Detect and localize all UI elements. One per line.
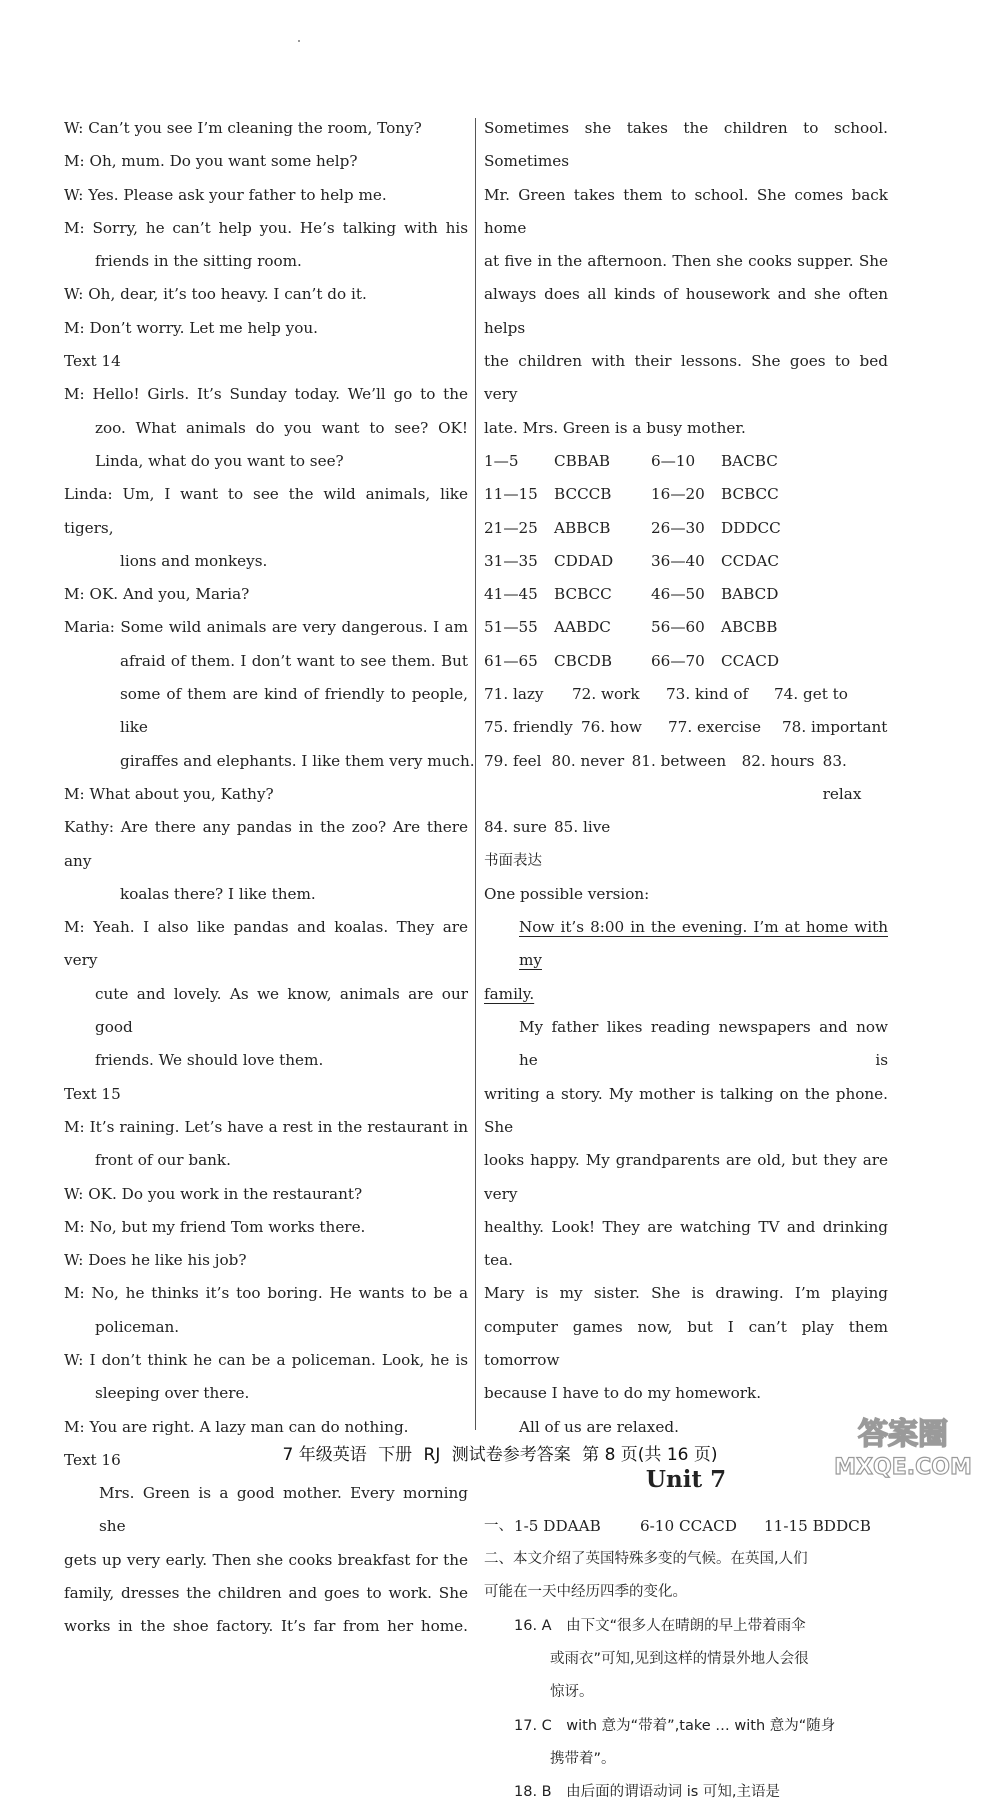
answer-cell [484,545,651,578]
question-range: 56—60 [651,618,705,637]
dialogue-line: lions and monkeys. [120,551,268,570]
fill-answer: 82. hours [741,751,815,770]
answer-letters: CCACD [721,651,780,670]
text16-line: Sometimes she takes the children to school. Sometimes [484,119,888,171]
dialogue-line: M: Hello! Girls. It’s Sunday today. We’ll go to the [64,385,468,404]
essay-opening-line: Now it’s 8:00 in the evening. I’m at home with my [519,918,888,970]
answer-row [484,512,888,545]
dialogue-line: M: It’s raining. Let’s have a rest in the restaurant in [64,1117,468,1136]
answer-letters: BACBC [721,451,778,470]
section2-intro: 二、本文介绍了英国特殊多变的气候。在英国,人们 [484,1551,808,1568]
watermark-text-bottom: MXQE.COM [834,1455,972,1480]
fill-in-answers [484,678,888,844]
dialogue-line: Maria: Some wild animals are very dangerous. I am [64,618,468,637]
essay-line: looks happy. My grandparents are old, but they are very [484,1151,888,1203]
right-column [484,112,888,1810]
fill-row [484,711,888,744]
answer-row [484,645,888,678]
watermark-logo [818,1408,988,1480]
essay-line: because I have to do my homework. [484,1384,762,1403]
answer-row [484,478,888,511]
essay-opening-word: family. [484,984,535,1003]
dialogue-line: some of them are kind of friendly to people, like [120,685,468,737]
dialogue-line: M: Sorry, he can’t help you. He’s talking with his [64,218,468,237]
question-range: 11—15 [484,485,538,504]
answer-letters: CDDAD [554,551,614,570]
answer-cell [484,478,651,511]
watermark-text-top: 答案圈 [858,1417,948,1452]
section1-group2: 6-10 CCACD [640,1516,737,1535]
answer-letters: ABCBB [721,618,778,637]
dialogue-line: M: Yeah. I also like pandas and koalas. They are very [64,918,468,970]
answer-row [484,611,888,644]
dialogue-line: Text 15 [64,1084,121,1103]
q16-explanation-2: 或雨衣”可知,见到这样的情景外地人会很 [550,1651,809,1668]
answer-letters: BCBCC [554,585,612,604]
dialogue-line: sleeping over there. [95,1384,250,1403]
dialogue-line: zoo. What animals do you want to see? OK! [95,418,468,437]
dialogue-line: Text 14 [64,352,121,371]
dialogue-line: afraid of them. I don’t want to see them. But [120,651,468,670]
fill-answer: 73. kind of [666,685,749,704]
answer-cell [651,611,818,644]
question-range: 36—40 [651,551,705,570]
dialogue-line: W: Oh, dear, it’s too heavy. I can’t do it. [64,285,367,304]
dialogue-line: policeman. [95,1317,180,1336]
footer-title: 测试卷参考答案 [451,1445,571,1465]
question-range: 16—20 [651,485,705,504]
answer-letters: BABCD [721,585,779,604]
essay-body [484,1011,888,1444]
essay-line: healthy. Look! They are watching TV and drinking tea. [484,1217,888,1270]
answer-row [484,545,888,578]
answer-letters: CCDAC [721,551,780,570]
fill-answer: 75. friendly [484,718,573,737]
dialogue-line: Mrs. Green is a good mother. Every morning she [99,1484,468,1536]
dialogue-line: Linda, what do you want to see? [95,451,344,470]
fill-answer: 79. feel [484,751,542,770]
column-divider [475,118,476,1430]
fill-answer: 74. get to [774,685,848,704]
q18-explanation: 18. B 由后面的谓语动词 is 可知,主语是 [514,1784,781,1801]
footer-page-number: 第 8 页(共 16 页) [582,1445,718,1465]
answer-grid [484,445,888,678]
dialogue-line: M: Oh, mum. Do you want some help? [64,152,358,171]
fill-answer: 83. relax [822,751,862,803]
section1-label: 一、 [484,1517,513,1534]
fill-answer: 78. important [782,718,888,737]
answer-cell [651,512,818,545]
section1-group1: 1-5 DDAAB [514,1516,601,1535]
dialogue-line: M: No, but my friend Tom works there. [64,1217,366,1236]
dialogue-line: front of our bank. [95,1151,231,1170]
question-range: 1—5 [484,451,519,470]
dialogue-line: M: OK. And you, Maria? [64,585,250,604]
dialogue-line: M: Don’t worry. Let me help you. [64,318,318,337]
text16-line: always does all kinds of housework and she often helps [484,285,888,337]
answer-cell [484,445,651,478]
fill-row [484,678,888,711]
q17-explanation-2: 携带着”。 [550,1750,616,1767]
left-column [64,112,475,1644]
text16-continued [484,112,888,445]
question-range: 46—50 [651,585,705,604]
answer-letters: CBBAB [554,451,611,470]
q17-explanation: 17. C with 意为“带着”,take … with 意为“随身 [514,1717,836,1734]
fill-answer: 72. work [572,685,640,704]
answer-letters: BCBCC [721,485,779,504]
answer-row [484,445,888,478]
footer-volume: 下册 [378,1445,413,1465]
answer-row [484,578,888,611]
answer-cell [651,445,818,478]
u7-section1 [484,1510,888,1543]
question-range: 21—25 [484,518,538,537]
question-range: 61—65 [484,651,538,670]
q16-explanation-3: 惊讶。 [550,1684,594,1701]
answer-cell [651,645,818,678]
question-range: 26—30 [651,518,705,537]
answer-letters: BCCCB [554,485,612,504]
question-range: 51—55 [484,618,538,637]
essay-line: My father likes reading newspapers and now he is [519,1018,888,1070]
question-range: 31—35 [484,551,538,570]
dialogue-line: W: Yes. Please ask your father to help me. [64,185,387,204]
fill-row [484,811,888,844]
answer-cell [651,478,818,511]
answer-cell [651,578,818,611]
answer-cell [484,645,651,678]
fill-answer: 76. how [581,718,642,737]
dialogue-line: M: You are right. A lazy man can do nothing. [64,1417,409,1436]
fill-answer: 81. between [631,751,727,770]
fill-answer: 85. live [554,818,611,837]
essay-line: All of us are relaxed. [519,1417,679,1436]
fill-answer: 84. sure [484,818,547,837]
answer-letters: AABDC [554,618,611,637]
text16-line: late. Mrs. Green is a busy mother. [484,418,746,437]
answer-cell [651,545,818,578]
dialogue-line: family, dresses the children and goes to work. She [64,1584,468,1603]
q16-explanation: 16. A 由下文“很多人在晴朗的早上带着雨伞 [514,1617,806,1634]
essay-line: computer games now, but I can’t play them tomorrow [484,1317,888,1369]
dialogue-line: friends. We should love them. [95,1051,324,1070]
scan-speck [298,40,300,42]
dialogue-line: W: OK. Do you work in the restaurant? [64,1184,363,1203]
fill-answer: 80. never [551,751,625,770]
essay-line: writing a story. My mother is talking on the phone. She [484,1084,888,1136]
dialogue-line: gets up very early. Then she cooks breakfast for the [64,1550,468,1569]
footer-grade: 7 年级英语 [282,1445,367,1465]
question-range: 6—10 [651,451,696,470]
answer-letters: CBCDB [554,651,613,670]
answer-cell [484,578,651,611]
dialogue-line: M: What about you, Kathy? [64,784,274,803]
fill-answer: 77. exercise [668,718,761,737]
dialogue-line: works in the shoe factory. It’s far from her home. [64,1617,468,1636]
text16-line: Mr. Green takes them to school. She comes back home [484,185,888,237]
dialogue-line: W: I don’t think he can be a policeman. Look, he is [64,1350,468,1369]
text16-line: the children with their lessons. She goes to bed very [484,352,888,404]
writing-heading: 书面表达 [484,852,542,869]
section2-intro-2: 可能在一天中经历四季的变化。 [484,1584,687,1601]
dialogue-line: Linda: Um, I want to see the wild animals, like tigers, [64,485,468,537]
fill-row [484,745,888,812]
section1-group3: 11-15 BDDCB [764,1516,871,1535]
dialogue-line: friends in the sitting room. [95,252,302,271]
answer-cell [484,611,651,644]
unit-title: Unit 7 [645,1465,727,1493]
dialogue-line: Text 16 [64,1450,121,1469]
text16-line: at five in the afternoon. Then she cooks supper. She [484,252,888,271]
version-label: One possible version: [484,884,650,903]
essay-line: Mary is my sister. She is drawing. I’m playing [484,1284,888,1303]
dialogue-line: cute and lovely. As we know, animals are our good [95,984,468,1037]
dialogue-line: W: Can’t you see I’m cleaning the room, Tony? [64,119,422,137]
answer-letters: DDDCC [721,518,781,537]
fill-answer: 71. lazy [484,685,544,704]
dialogue-line: koalas there? I like them. [120,884,316,903]
question-range: 66—70 [651,651,705,670]
answer-letters: ABBCB [554,518,611,537]
question-range: 41—45 [484,585,538,604]
footer-edition: RJ [423,1445,441,1465]
dialogue-line: W: Does he like his job? [64,1251,247,1270]
answer-cell [484,512,651,545]
dialogue-line: giraffes and elephants. I like them very much. [120,751,475,770]
essay-opening-line-2 [484,978,888,1011]
dialogue-line: M: No, he thinks it’s too boring. He wants to be a [64,1284,468,1303]
dialogue-line: Kathy: Are there any pandas in the zoo? Are there any [64,818,468,870]
